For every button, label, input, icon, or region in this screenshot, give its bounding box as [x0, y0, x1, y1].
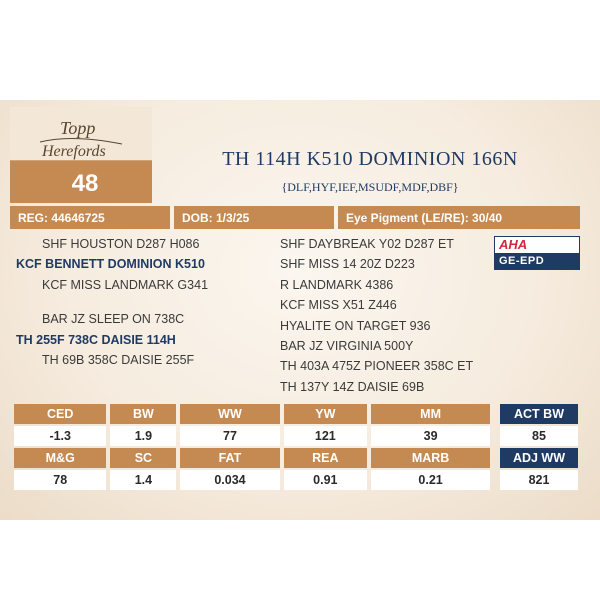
topp-herefords-logo	[32, 112, 132, 166]
genetic-status: {DLF,HYF,IEF,MSUDF,MDF,DBF}	[281, 180, 459, 194]
act-bw-value: 85	[500, 426, 578, 446]
sire: KCF BENNETT DOMINION K510	[16, 257, 205, 272]
epd-header-fat: FAT	[180, 448, 279, 468]
epd-value-ww: 77	[180, 426, 279, 446]
epd-header-bw: BW	[110, 404, 176, 424]
logo-line2: Herefords	[42, 143, 106, 160]
act-bw-label: ACT BW	[500, 404, 578, 424]
ped-right-5: HYALITE ON TARGET 936	[280, 318, 431, 333]
lot-number: 48	[71, 170, 99, 197]
dam-sire: BAR JZ SLEEP ON 738C	[42, 312, 185, 327]
dam-dam: TH 69B 358C DAISIE 255F	[42, 352, 195, 367]
ped-right-7: TH 403A 475Z PIONEER 358C ET	[280, 359, 474, 374]
actual-weights-table	[500, 402, 578, 492]
dam: TH 255F 738C DAISIE 114H	[16, 332, 176, 347]
aha-ge-epd-logo	[494, 236, 580, 270]
ped-right-3: R LANDMARK 4386	[280, 277, 394, 292]
date-of-birth: DOB: 1/3/25	[174, 206, 334, 229]
epd-header-ced: CED	[14, 404, 106, 424]
sire-sire: SHF HOUSTON D287 H086	[42, 237, 200, 251]
ped-right-6: BAR JZ VIRGINIA 500Y	[280, 338, 414, 353]
ped-right-1: SHF DAYBREAK Y02 D287 ET	[280, 237, 454, 251]
adj-ww-label: ADJ WW	[500, 448, 578, 468]
epd-value-mm: 39	[371, 426, 490, 446]
epd-value-fat: 0.034	[180, 470, 279, 490]
aha-logo-bottom: GE-EPD	[499, 255, 545, 267]
epd-header-ww: WW	[180, 404, 279, 424]
ped-right-8: TH 137Y 14Z DAISIE 69B	[280, 379, 425, 394]
pedigree-left	[14, 234, 274, 370]
aha-logo-top: AHA	[495, 237, 579, 253]
epd-value-mg: 78	[14, 470, 106, 490]
logo-line1: Topp	[60, 118, 96, 138]
epd-value-sc: 1.4	[110, 470, 176, 490]
animal-name: TH 114H K510 DOMINION 166N	[222, 148, 518, 170]
epd-header-rea: REA	[284, 448, 368, 468]
epd-header-mg: M&G	[14, 448, 106, 468]
adj-ww-value: 821	[500, 470, 578, 490]
epd-value-marb: 0.21	[371, 470, 490, 490]
epd-header-mm: MM	[371, 404, 490, 424]
epd-value-bw: 1.9	[110, 426, 176, 446]
ped-right-2: SHF MISS 14 20Z D223	[280, 257, 415, 272]
epd-value-yw: 121	[284, 426, 368, 446]
registration-number: REG: 44646725	[10, 206, 170, 229]
epd-table	[10, 402, 494, 492]
eye-pigment: Eye Pigment (LE/RE): 30/40	[338, 206, 580, 229]
epd-header-yw: YW	[284, 404, 368, 424]
epd-header-marb: MARB	[371, 448, 490, 468]
ped-right-4: KCF MISS X51 Z446	[280, 298, 397, 313]
sire-dam: KCF MISS LANDMARK G341	[42, 277, 209, 292]
epd-value-ced: -1.3	[14, 426, 106, 446]
epd-header-sc: SC	[110, 448, 176, 468]
info-bar	[10, 206, 580, 229]
epd-value-rea: 0.91	[284, 470, 368, 490]
